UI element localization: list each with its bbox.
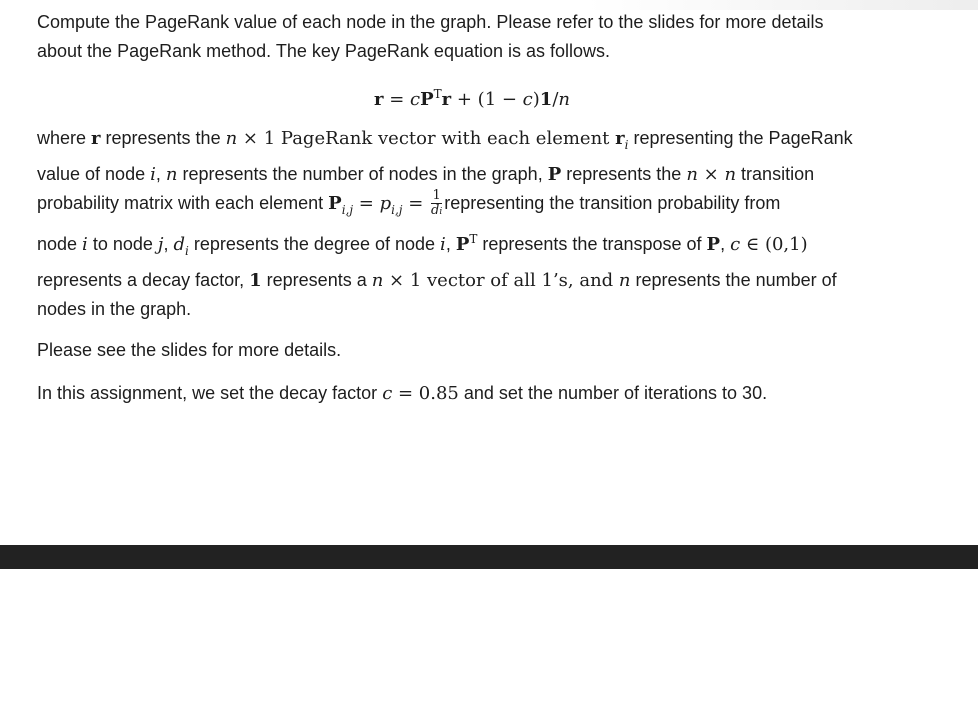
where-text: representing the transition probability from bbox=[444, 193, 781, 213]
math-r: r bbox=[91, 128, 101, 149]
where-text: represents the number of nodes in the graph, bbox=[177, 164, 548, 184]
where-text: , bbox=[163, 234, 174, 254]
assignment-text: and set the number of iterations to 30. bbox=[458, 383, 768, 403]
math-interval: ∈ (0,1) bbox=[740, 234, 808, 255]
math-P: P bbox=[547, 164, 562, 185]
math-subscript: i,j bbox=[341, 203, 354, 217]
eq-c: c bbox=[410, 89, 421, 110]
math-P-ij: P bbox=[328, 193, 342, 214]
where-text: represents the bbox=[561, 164, 687, 184]
eq-P: P bbox=[420, 89, 434, 110]
where-text: represents the number of bbox=[630, 270, 837, 290]
pagerank-equation bbox=[37, 75, 897, 113]
fraction-numerator: 1 bbox=[432, 188, 441, 204]
eq-slash: / bbox=[552, 89, 559, 110]
math-n: n bbox=[724, 164, 737, 185]
math-n: n bbox=[225, 128, 238, 149]
where-text: × 1 PageRank vector with each element bbox=[237, 128, 616, 149]
document-body bbox=[37, 8, 897, 408]
fraction-one-over-d-i bbox=[431, 190, 442, 218]
eq-equals: = bbox=[383, 89, 410, 110]
eq-plus: + (1 − bbox=[451, 89, 523, 110]
eq-r: r bbox=[373, 89, 384, 110]
math-c: c bbox=[382, 383, 393, 404]
math-subscript: i bbox=[624, 138, 629, 152]
math-c: c bbox=[730, 234, 741, 255]
intro-line-1: Compute the PageRank value of each node in the graph. Please refer to the slides for more details bbox=[37, 12, 824, 32]
assignment-text: In this assignment, we set the decay factor bbox=[37, 383, 383, 403]
where-text: represents the degree of node bbox=[188, 234, 441, 254]
where-text: , bbox=[155, 164, 166, 184]
eq-one: 1 bbox=[539, 89, 553, 110]
math-equals: = bbox=[353, 193, 380, 214]
math-i: i bbox=[150, 164, 156, 185]
where-text: × 1 vector of all 1’s, and bbox=[383, 270, 619, 291]
eq-c2: c bbox=[522, 89, 533, 110]
math-subscript: i bbox=[439, 207, 443, 218]
math-times: × bbox=[697, 164, 725, 185]
math-d: d bbox=[431, 203, 440, 219]
see-slides-paragraph: Please see the slides for more details. bbox=[37, 340, 342, 360]
eq-r2: r bbox=[441, 89, 452, 110]
math-equals: = bbox=[402, 193, 430, 214]
assignment-paragraph bbox=[37, 379, 897, 408]
where-text: , bbox=[720, 234, 731, 254]
where-text: represents a bbox=[261, 270, 372, 290]
where-text: probability matrix with each element bbox=[37, 193, 329, 213]
where-text: representing the PageRank bbox=[628, 128, 853, 148]
math-j: j bbox=[157, 234, 164, 255]
math-d-i: d bbox=[173, 234, 186, 255]
where-text: represents a decay factor, bbox=[37, 270, 250, 290]
math-r-i: r bbox=[615, 128, 625, 149]
dark-divider-band bbox=[0, 545, 978, 569]
where-text: nodes in the graph. bbox=[37, 299, 192, 319]
where-text: value of node bbox=[37, 164, 151, 184]
math-P-transpose: P bbox=[455, 234, 470, 255]
math-p-ij: p bbox=[379, 193, 392, 214]
where-text: where bbox=[37, 128, 92, 148]
where-paragraph bbox=[37, 124, 897, 324]
where-text: represents the bbox=[100, 128, 226, 148]
math-subscript: i bbox=[185, 244, 189, 258]
where-text: , bbox=[445, 234, 456, 254]
eq-n: n bbox=[558, 89, 570, 110]
where-text: transition bbox=[736, 164, 815, 184]
where-text: represents the transpose of bbox=[477, 234, 707, 254]
eq-close: ) bbox=[532, 89, 540, 110]
where-text: node bbox=[37, 234, 83, 254]
math-one-vector: 1 bbox=[249, 270, 262, 291]
math-i: i bbox=[82, 234, 88, 255]
math-n: n bbox=[686, 164, 698, 185]
math-P: P bbox=[706, 234, 721, 255]
decay-value: = 0.85 bbox=[392, 383, 459, 404]
intro-line-2: about the PageRank method. The key PageRank equation is as follows. bbox=[37, 41, 611, 61]
math-n: n bbox=[618, 270, 631, 291]
math-n: n bbox=[371, 270, 384, 291]
intro-paragraph bbox=[37, 8, 897, 66]
eq-transpose: T bbox=[433, 87, 442, 101]
math-superscript: T bbox=[469, 232, 478, 246]
math-n: n bbox=[165, 164, 178, 185]
math-subscript: i,j bbox=[391, 203, 403, 217]
math-i: i bbox=[440, 234, 446, 255]
fraction-denominator bbox=[431, 204, 442, 218]
where-text: to node bbox=[87, 234, 158, 254]
